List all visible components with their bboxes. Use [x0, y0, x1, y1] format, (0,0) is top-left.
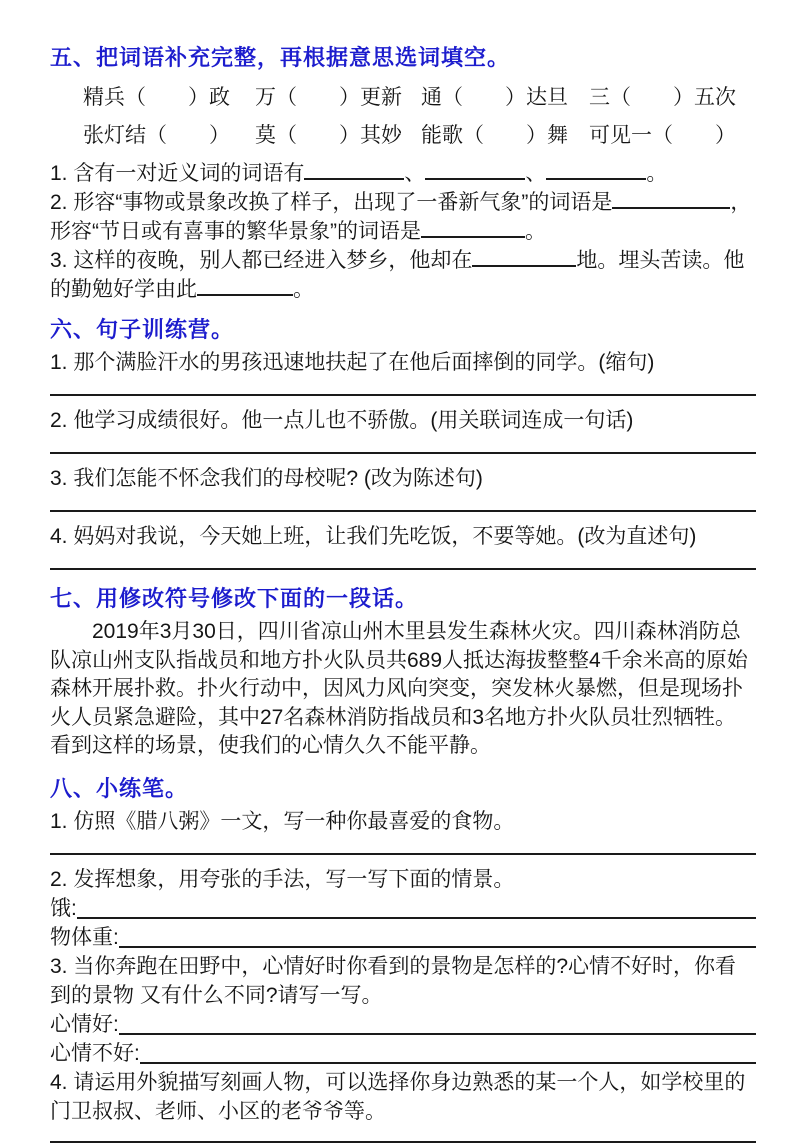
separator: 、 [404, 162, 426, 185]
fill-label: 物体重: [50, 925, 119, 949]
fill-label: 心情不好: [50, 1041, 140, 1065]
fill-row-hungry [50, 894, 756, 923]
word-item: 通（ ）达旦 [421, 86, 568, 109]
answer-line [50, 1141, 756, 1143]
fill-line [119, 923, 756, 948]
s6-question-2: 2. 他学习成绩很好。他一点儿也不骄傲。(用关联词连成一句话) [50, 409, 634, 432]
s8-question-3: 3. 当你奔跑在田野中，心情好时你看到的景物是怎样的?心情不好时，你看到的景物 又有什么不同?请写一写。 [50, 954, 737, 1007]
word-item: 万（ ）更新 [255, 86, 402, 109]
editing-paragraph: 2019年3月30日，四川省凉山州木里县发生森林火灾。四川森林消防总队凉山州支队指战员和地方扑火队员共689人抵达海拔整整4千余米高的原始森林开展扑救。扑火行动中，因风力风向突变，突发林火暴燃，但是现场扑火人员紧急避险，其中27名森林消防指战员和3名地方扑火队员壮烈牺牲。看到这样的场景，使我们的心情久久不能平静。 [50, 620, 748, 757]
fill-line [119, 1010, 756, 1035]
fill-label: 饿: [50, 896, 77, 920]
period: 。 [525, 220, 546, 243]
section-8-title: 八、小练笔。 [50, 775, 189, 801]
word-item: 张灯结（ ） [83, 124, 230, 147]
inline-blank [612, 204, 730, 209]
answer-line [50, 452, 756, 454]
word-item: 三（ ）五次 [589, 86, 736, 109]
fill-line [77, 894, 756, 919]
s8-question-1: 1. 仿照《腊八粥》一文，写一种你最喜爱的食物。 [50, 809, 515, 833]
section-8 [50, 775, 756, 1143]
s6-question-4: 4. 妈妈对我说，今天她上班，让我们先吃饭，不要等她。(改为直述句) [50, 525, 697, 548]
fill-row-bad-mood [50, 1039, 756, 1068]
s6-question-1: 1. 那个满脸汗水的男孩迅速地扶起了在他后面摔倒的同学。(缩句) [50, 351, 655, 374]
s6-question-3: 3. 我们怎能不怀念我们的母校呢? (改为陈述句) [50, 467, 483, 490]
section-7-title: 七、用修改符号修改下面的一段话。 [50, 586, 419, 611]
separator: 、 [525, 162, 547, 185]
word-fill-row-1 [50, 83, 756, 113]
word-item: 可见一（ ） [589, 124, 736, 147]
fill-label: 心情好: [50, 1012, 119, 1036]
answer-line [50, 510, 756, 512]
inline-blank [304, 175, 404, 180]
question-text: 3. 这样的夜晚，别人都已经进入梦乡，他却在 [50, 249, 473, 272]
question-text: 2. 形容“事物或景象改换了样子，出现了一番新气象”的词语是 [50, 191, 613, 214]
s5-question-3 [50, 246, 756, 304]
inline-blank [421, 233, 525, 238]
s8-question-2: 2. 发挥想象，用夸张的手法，写一写下面的情景。 [50, 867, 515, 891]
fill-line [140, 1039, 756, 1064]
fill-row-good-mood [50, 1010, 756, 1039]
inline-blank [546, 175, 646, 180]
answer-line [50, 568, 756, 570]
period: 。 [646, 162, 668, 185]
section-5 [50, 44, 756, 304]
word-fill-row-2 [50, 121, 756, 151]
question-text: ，形容“节日或有喜事的繁华景象”的词语是 [50, 191, 752, 243]
inline-blank [197, 291, 293, 296]
section-6-title: 六、句子训练营。 [50, 317, 235, 342]
s8-question-4: 4. 请运用外貌描写刻画人物，可以选择你身边熟悉的某一个人，如学校里的门卫叔叔、老师、小区的老爷爷等。 [50, 1070, 746, 1123]
inline-blank [425, 175, 525, 180]
s5-question-1 [50, 159, 756, 188]
word-item: 能歌（ ）舞 [421, 124, 568, 147]
period: 。 [293, 278, 314, 301]
section-5-title: 五、把词语补充完整，再根据意思选词填空。 [50, 45, 511, 70]
answer-line [50, 853, 756, 855]
word-item: 精兵（ ）政 [83, 86, 230, 109]
section-6 [50, 316, 756, 570]
word-item: 莫（ ）其妙 [255, 124, 402, 147]
question-text: 1. 含有一对近义词的词语有 [50, 162, 305, 185]
fill-row-heavy [50, 923, 756, 952]
section-7 [50, 585, 756, 761]
s5-question-2 [50, 188, 756, 246]
inline-blank [472, 262, 576, 267]
answer-line [50, 394, 756, 396]
question-text: 地。埋头苦读。他的勤勉好学由此 [50, 249, 745, 301]
